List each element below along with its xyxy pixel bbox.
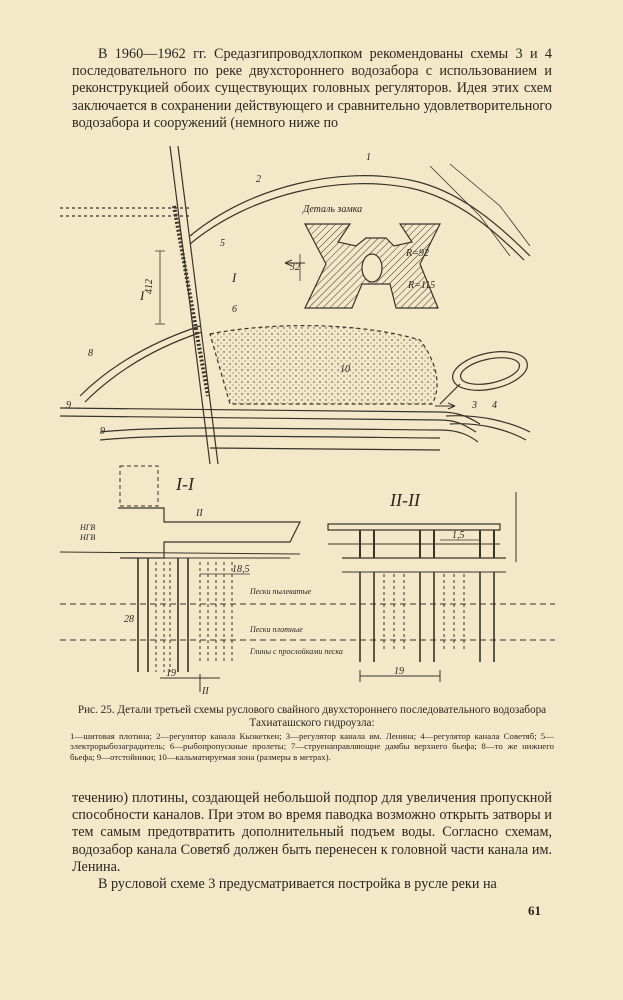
- paragraph-top: [72, 46, 552, 132]
- callout-8: 8: [88, 348, 93, 359]
- section-1-title: I-I: [176, 474, 194, 494]
- figure-sections-drawing: [60, 462, 555, 702]
- dim-1-5: 1,5: [452, 530, 465, 541]
- soil-label-3: Глины с прослойками песка: [250, 647, 343, 656]
- figure-plan-drawing: [60, 146, 560, 464]
- callout-9-upper: 9: [66, 400, 71, 411]
- detail-lock-label: Деталь замка: [303, 204, 363, 215]
- soil-label-2: Пески плотные: [250, 625, 303, 634]
- callout-9-lower: 9: [100, 426, 105, 437]
- radius-115: R=115: [408, 280, 436, 291]
- soil-label-1: Пески пылеватые: [250, 587, 312, 596]
- figure-caption-title: Рис. 25. Детали третьей схемы руслового свайного двухстороннего последовательного водозабора Тахиаташского гидроузла:: [77, 704, 547, 730]
- ngv-lower: НГВ: [80, 533, 96, 542]
- dim-28: 28: [124, 614, 134, 625]
- ngv-upper: НГВ: [80, 523, 96, 532]
- section-mark-right: I: [232, 270, 237, 285]
- callout-2: 2: [256, 174, 261, 185]
- radius-92: R=92: [406, 248, 429, 259]
- dim-19-left: 19: [166, 668, 176, 679]
- dim-32: 32: [290, 262, 300, 273]
- callout-4: 4: [492, 400, 497, 411]
- callout-3: 3: [472, 400, 477, 411]
- figure-caption-legend: 1—шитовая плотина; 2—регулятор канала Кызкеткен; 3—регулятор канала им. Ленина; 4—регулятор канала Советяб; 5—электрорыбозаградитель; 6—рыбопропускные пролеты; 7—струенаправляющие дамбы верхнего бьефа; 8—то же нижнего бьефа; 9—отстойники; 10—кальматируемая зона (размеры в метрах).: [70, 731, 554, 762]
- dim-412: 412: [144, 279, 155, 294]
- dim-19-right: 19: [394, 666, 404, 677]
- callout-10: 10: [340, 364, 350, 375]
- section-mark-left: I: [140, 288, 145, 303]
- paragraph-bottom-text-1: течению) плотины, создающей небольшой подпор для увеличения пропускной способности каналов. При этом во время паводка возможно открыть затворы и тем самым предотвратить дополнительный подъем воды. Согласно схемам, водозабор канала Советяб должен быть перенесен к головной части канала им. Ленина.: [72, 790, 552, 875]
- paragraph-top-text: В 1960—1962 гг. Средазгипроводхлопком рекомендованы схемы 3 и 4 последовательного по реке двухстороннего водозабора с использованием и реконструкцией обоих существующих головных регуляторов. Идея этих схем заключается в сохранении действующего и сравнительно удовлетворительного водозабора и сооружений (немного ниже по: [72, 46, 552, 131]
- callout-6: 6: [232, 304, 237, 315]
- paragraph-bottom-text-2: В русловой схеме 3 предусматривается постройка в русле реки на: [98, 876, 497, 893]
- callout-1: 1: [366, 152, 371, 163]
- mark-II-bottom: II: [202, 686, 209, 697]
- callout-5: 5: [220, 238, 225, 249]
- page-number: 61: [528, 903, 541, 918]
- paragraph-bottom: [72, 790, 552, 893]
- mark-II-top: II: [196, 508, 203, 519]
- dim-18-5: 18,5: [232, 564, 250, 575]
- section-2-title: II-II: [390, 490, 420, 510]
